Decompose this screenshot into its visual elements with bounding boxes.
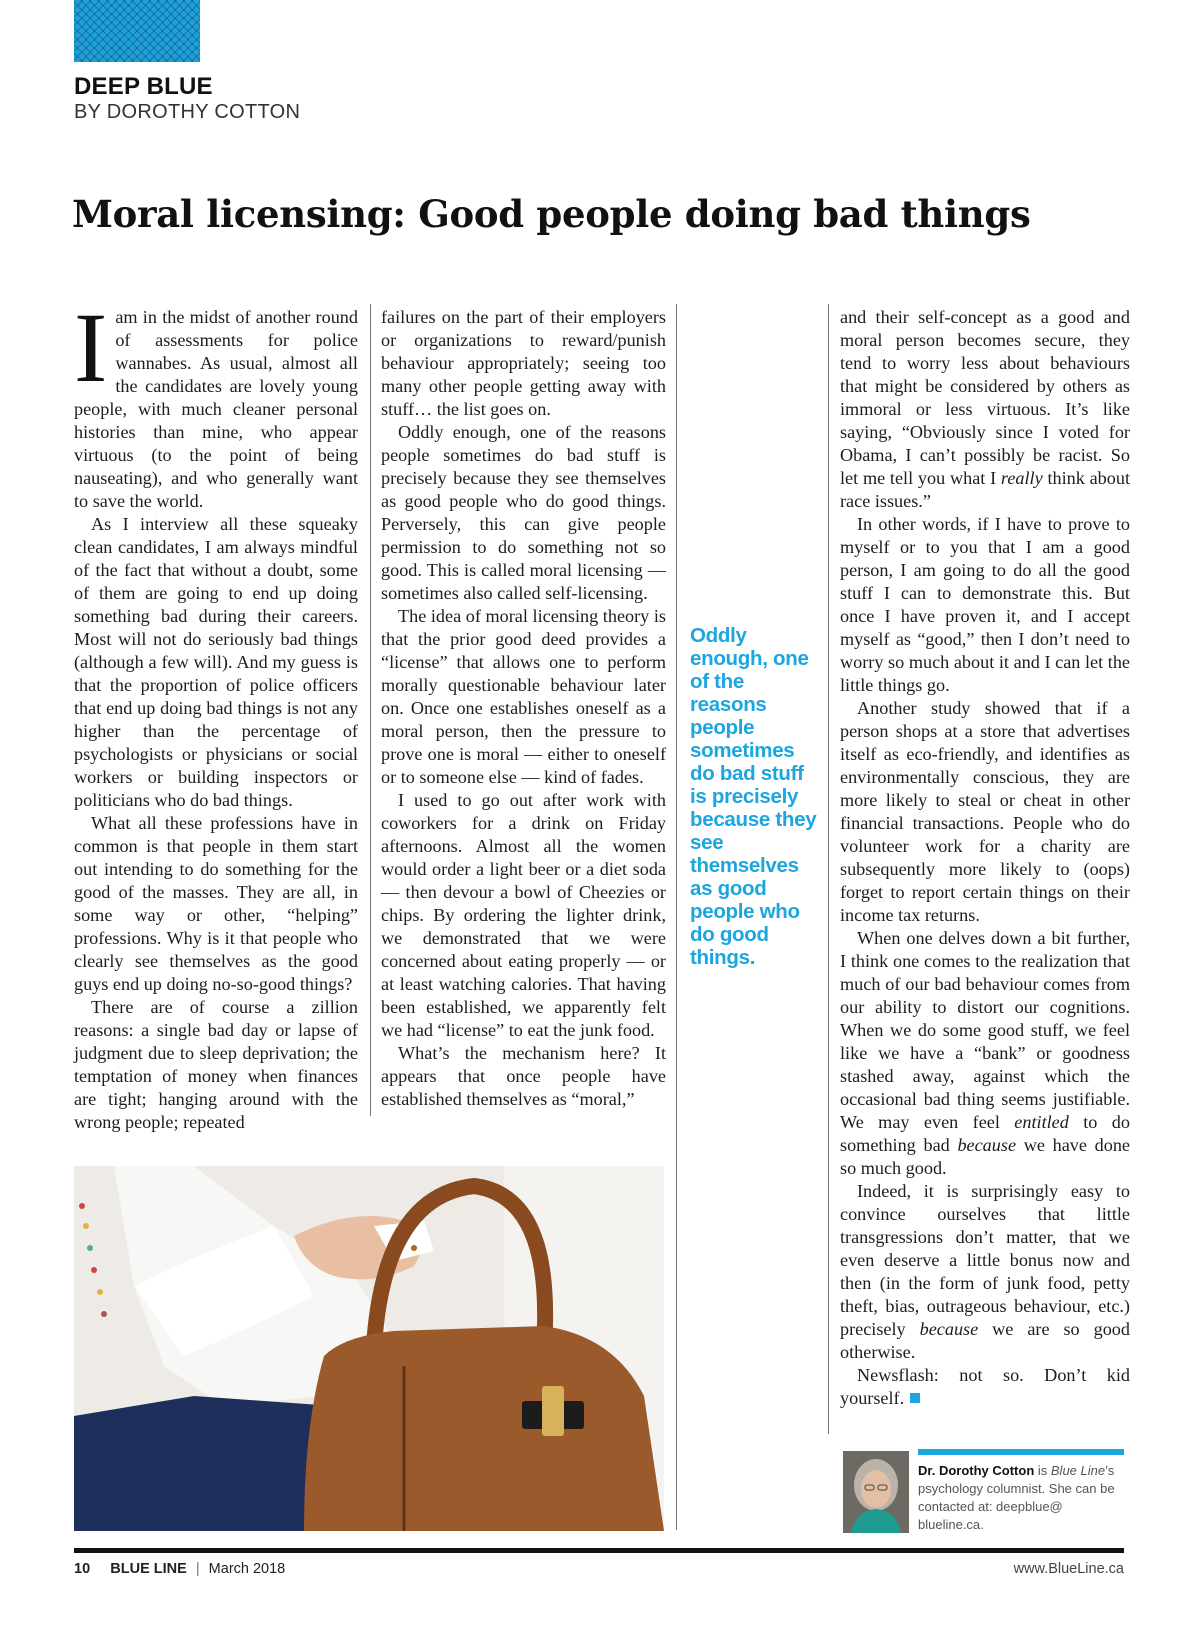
paragraph: Oddly enough, one of the reasons people sometimes do bad stuff is precisely because they see themselves as good people who do good things. Perversely, this can give people permission to do something not so good. This is called moral licensing — sometimes also called self-licensing. [381,422,666,603]
drop-cap: I [74,292,108,403]
section-kicker: DEEP BLUE [74,73,213,100]
paragraph: In other words, if I have to prove to myself or to you that I am a good person, I am going to do all the good stuff I can to demonstrate this. But once I have proven it, and I accept myself as “good,” then I don’t need to worry so much about it and I can let the little things go. [840,514,1130,695]
column-divider [828,304,829,1434]
article-headline: Moral licensing: Good people doing bad things [72,192,1031,236]
bio-accent-bar [918,1449,1124,1455]
article-column-2 [381,306,666,1111]
paragraph: When one delves down a bit further, I think one comes to the realization that much of our bad behaviour comes from our ability to distort our cognitions. When we do some good stuff, we feel like we have a “bank” or goodness stashed away, against which the occasional bad thing seems justifiable. We may even feel entitled to do something bad because we have done so much good. [840,928,1130,1178]
page-footer: 10 BLUE LINE | March 2018 www.BlueLine.ca [74,1561,1124,1577]
paragraph: Indeed, it is surprisingly easy to convince ourselves that little transgressions don’t matter, that we even deserve a little bonus now and then (in the form of junk food, petty theft, bias, outrageous behaviour, etc.) precisely because we are so good otherwise. [840,1181,1130,1362]
section-header [74,74,300,124]
section-tab-graphic [74,0,200,62]
author-name: Dr. Dorothy Cotton [918,1463,1035,1478]
page-number: 10 [74,1561,91,1577]
paragraph: and their self-concept as a good and moral person becomes secure, they tend to worry less about behaviours that might be considered by others as immoral or less virtuous. It’s like saying, “Obviously since I voted for Obama, I can’t possibly be racist. So let me tell you what I really think about race issues.” [840,307,1130,511]
issue-date: March 2018 [208,1561,286,1577]
paragraph: The idea of moral licensing theory is that the prior good deed provides a “license” that allows one to perform morally questionable behaviour later on. Once one establishes oneself as a moral person, then the pressure to prove one is moral — either to oneself or to someone else — kind of fades. [381,606,666,787]
paragraph: What’s the mechanism here? It appears that once people have established themselves as “moral,” [381,1043,666,1109]
byline: BY DOROTHY COTTON [74,101,301,123]
paragraph: Another study showed that if a person shops at a store that advertises itself as eco-friendly, and identifies as environmentally conscious, they are more likely to steal or cheat in other financial transactions. People who do volunteer work for a charity are subsequently more likely to (oops) forget to report certain things on their income tax returns. [840,698,1130,925]
article-photo [74,1166,664,1531]
end-mark-icon [910,1393,920,1403]
paragraph: Iam in the midst of another round of assessments for police wannabes. As usual, almost all the candidates are lovely young people, with much cleaner personal histories than mine, who appear virtuous (to the point of being nauseating), and who generally want to save the world. [74,292,358,511]
author-photo [843,1451,909,1533]
pull-quote: Oddly enough, one of the reasons people sometimes do bad stuff is precisely because they see themselves as good people who do good things. [690,624,817,969]
paragraph: There are of course a zillion reasons: a single bad day or lapse of judgment due to sleep deprivation; the temptation of money when finances are tight; hanging around with the wrong people; repeated [74,997,358,1132]
paragraph: Newsflash: not so. Don’t kid yourself. [840,1365,1130,1408]
paragraph: What all these professions have in common is that people in them start out intending to do something for the good of the masses. They are all, in some way or other, “helping” professions. Why is it that people who clearly see themselves as the good guys end up doing no-so-good things? [74,813,358,994]
author-bio: Dr. Dorothy Cotton is Blue Line’s psychology columnist. She can be contacted at: deepblue@ blueline.ca. [918,1463,1115,1532]
paragraph: As I interview all these squeaky clean candidates, I am always mindful of the fact that without a doubt, some of them are going to end up doing something bad during their careers. Most will not do seriously bad things (although a few will). And my guess is that the proportion of police officers that end up doing bad things is not any higher than the percentage of psychologists or physicians or social workers or building inspectors or politicians who do bad things. [74,514,358,810]
paragraph: I used to go out after work with coworkers for a drink on Friday afternoons. Almost all the women would order a light beer or a diet soda — then devour a bowl of Cheezies or chips. By ordering the lighter drink, we demonstrated that we were concerned about eating properly — or at least watching calories. That having been established, we apparently felt we had “license” to eat the junk food. [381,790,666,1040]
website-link[interactable]: www.BlueLine.ca [1013,1561,1124,1577]
paragraph: failures on the part of their employers or organizations to reward/punish behaviour appropriately; seeing too many other people getting away with stuff… the list goes on. [381,307,666,419]
column-divider [676,304,677,1530]
column-divider [370,304,371,1116]
magazine-name: BLUE LINE [110,1561,187,1577]
footer-rule [74,1548,1124,1553]
article-column-4 [840,306,1130,1410]
article-column-1 [74,292,358,1134]
